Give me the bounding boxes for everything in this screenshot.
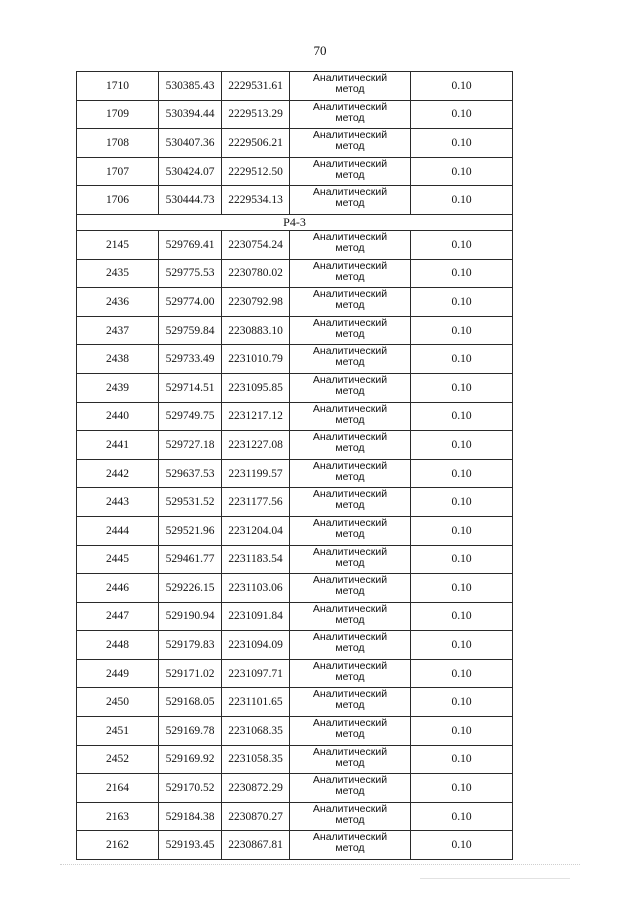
x-coordinate-cell: 529749.75 [159,402,222,431]
method-line-1: Аналитический [312,659,388,672]
method-line-1: Аналитический [312,745,388,758]
table-row [77,288,513,317]
method-cell [290,774,411,803]
x-coordinate-cell: 529171.02 [159,659,222,688]
method-line-1: Аналитический [312,688,388,701]
x-coordinate-cell: 529184.38 [159,802,222,831]
method-cell [290,129,411,158]
method-line-1: Аналитический [312,717,388,730]
table-row [77,459,513,488]
x-coordinate-cell: 529169.78 [159,717,222,746]
table-row [77,373,513,402]
y-coordinate-cell: 2231183.54 [222,545,290,574]
method-line-1: Аналитический [312,631,388,644]
method-cell [290,488,411,517]
method-line-1: Аналитический [312,488,388,501]
method-cell [290,688,411,717]
method-cell [290,745,411,774]
method-line-2: метод [335,442,365,455]
accuracy-cell: 0.10 [411,316,513,345]
method-cell [290,345,411,374]
method-line-1: Аналитический [312,345,388,358]
table-row [77,402,513,431]
accuracy-cell: 0.10 [411,831,513,860]
method-line-2: метод [335,670,365,683]
point-number-cell: 1710 [77,72,159,101]
method-line-2: метод [335,413,365,426]
x-coordinate-cell: 529637.53 [159,459,222,488]
table-row [77,516,513,545]
method-line-2: метод [335,384,365,397]
method-cell [290,100,411,129]
table-row [77,802,513,831]
table-row [77,316,513,345]
method-cell [290,574,411,603]
method-cell [290,459,411,488]
table-row [77,488,513,517]
method-line-2: метод [335,842,365,855]
accuracy-cell: 0.10 [411,100,513,129]
method-line-1: Аналитический [312,259,388,272]
table-row [77,72,513,101]
x-coordinate-cell: 530385.43 [159,72,222,101]
table-row [77,574,513,603]
y-coordinate-cell: 2231095.85 [222,373,290,402]
point-number-cell: 1708 [77,129,159,158]
point-number-cell: 2446 [77,574,159,603]
point-number-cell: 2444 [77,516,159,545]
point-number-cell: 2442 [77,459,159,488]
y-coordinate-cell: 2231068.35 [222,717,290,746]
x-coordinate-cell: 529193.45 [159,831,222,860]
table-row [77,831,513,860]
point-number-cell: 2436 [77,288,159,317]
accuracy-cell: 0.10 [411,459,513,488]
method-line-2: метод [335,168,365,181]
table-row [77,545,513,574]
accuracy-cell: 0.10 [411,129,513,158]
accuracy-cell: 0.10 [411,72,513,101]
method-line-2: метод [335,270,365,283]
method-cell [290,288,411,317]
point-number-cell: 2437 [77,316,159,345]
accuracy-cell: 0.10 [411,431,513,460]
point-number-cell: 2162 [77,831,159,860]
method-line-2: метод [335,197,365,210]
table-row [77,717,513,746]
method-cell [290,259,411,288]
method-line-1: Аналитический [312,516,388,529]
accuracy-cell: 0.10 [411,402,513,431]
accuracy-cell: 0.10 [411,602,513,631]
x-coordinate-cell: 529714.51 [159,373,222,402]
method-line-2: метод [335,613,365,626]
method-cell [290,717,411,746]
method-cell [290,516,411,545]
accuracy-cell: 0.10 [411,688,513,717]
method-line-1: Аналитический [312,100,388,113]
accuracy-cell: 0.10 [411,659,513,688]
method-line-2: метод [335,756,365,769]
method-line-2: метод [335,527,365,540]
point-number-cell: 2164 [77,774,159,803]
method-line-1: Аналитический [312,186,388,199]
y-coordinate-cell: 2231058.35 [222,745,290,774]
method-line-1: Аналитический [312,316,388,329]
method-cell [290,831,411,860]
y-coordinate-cell: 2231010.79 [222,345,290,374]
point-number-cell: 2435 [77,259,159,288]
y-coordinate-cell: 2229531.61 [222,72,290,101]
y-coordinate-cell: 2231227.08 [222,431,290,460]
method-line-2: метод [335,111,365,124]
y-coordinate-cell: 2229506.21 [222,129,290,158]
y-coordinate-cell: 2231101.65 [222,688,290,717]
table-row [77,345,513,374]
point-number-cell: 2451 [77,717,159,746]
x-coordinate-cell: 529531.52 [159,488,222,517]
method-line-1: Аналитический [312,602,388,615]
x-coordinate-cell: 529190.94 [159,602,222,631]
x-coordinate-cell: 530424.07 [159,157,222,186]
section-header: Р4-3 [77,214,513,230]
method-line-2: метод [335,728,365,741]
table-row [77,100,513,129]
method-cell [290,230,411,259]
accuracy-cell: 0.10 [411,631,513,660]
method-line-1: Аналитический [312,129,388,142]
method-line-2: метод [335,241,365,254]
x-coordinate-cell: 529769.41 [159,230,222,259]
y-coordinate-cell: 2231204.04 [222,516,290,545]
table-row [77,186,513,215]
method-line-2: метод [335,556,365,569]
method-line-2: метод [335,642,365,655]
method-line-2: метод [335,470,365,483]
method-cell [290,602,411,631]
table-row [77,230,513,259]
method-line-1: Аналитический [312,831,388,844]
method-cell [290,316,411,345]
method-line-2: метод [335,140,365,153]
point-number-cell: 2445 [77,545,159,574]
y-coordinate-cell: 2229512.50 [222,157,290,186]
accuracy-cell: 0.10 [411,488,513,517]
page-number: 70 [313,43,327,58]
accuracy-cell: 0.10 [411,259,513,288]
x-coordinate-cell: 529168.05 [159,688,222,717]
y-coordinate-cell: 2230870.27 [222,802,290,831]
method-line-1: Аналитический [312,774,388,787]
table-row [77,431,513,460]
table-row [77,688,513,717]
method-line-2: метод [335,327,365,340]
method-cell [290,402,411,431]
method-line-1: Аналитический [312,431,388,444]
method-cell [290,659,411,688]
method-line-1: Аналитический [312,459,388,472]
x-coordinate-cell: 529727.18 [159,431,222,460]
method-line-1: Аналитический [312,72,388,84]
y-coordinate-cell: 2230780.02 [222,259,290,288]
x-coordinate-cell: 530407.36 [159,129,222,158]
method-line-2: метод [335,499,365,512]
accuracy-cell: 0.10 [411,717,513,746]
point-number-cell: 1707 [77,157,159,186]
section-row [77,214,513,230]
scan-artifact-dots [60,864,580,867]
x-coordinate-cell: 530394.44 [159,100,222,129]
table-row [77,745,513,774]
y-coordinate-cell: 2230754.24 [222,230,290,259]
y-coordinate-cell: 2229534.13 [222,186,290,215]
accuracy-cell: 0.10 [411,802,513,831]
method-cell [290,545,411,574]
accuracy-cell: 0.10 [411,186,513,215]
method-line-1: Аналитический [312,157,388,170]
coordinates-table-body [77,72,513,860]
table-row [77,602,513,631]
x-coordinate-cell: 529759.84 [159,316,222,345]
point-number-cell: 1706 [77,186,159,215]
method-line-1: Аналитический [312,802,388,815]
method-line-2: метод [335,356,365,369]
point-number-cell: 2452 [77,745,159,774]
x-coordinate-cell: 529169.92 [159,745,222,774]
point-number-cell: 2439 [77,373,159,402]
method-line-2: метод [335,585,365,598]
method-cell [290,373,411,402]
method-cell [290,186,411,215]
x-coordinate-cell: 530444.73 [159,186,222,215]
accuracy-cell: 0.10 [411,288,513,317]
accuracy-cell: 0.10 [411,373,513,402]
y-coordinate-cell: 2231094.09 [222,631,290,660]
table-row [77,157,513,186]
x-coordinate-cell: 529461.77 [159,545,222,574]
accuracy-cell: 0.10 [411,545,513,574]
point-number-cell: 2450 [77,688,159,717]
method-line-2: метод [335,813,365,826]
point-number-cell: 2449 [77,659,159,688]
y-coordinate-cell: 2231103.06 [222,574,290,603]
accuracy-cell: 0.10 [411,157,513,186]
method-line-1: Аналитический [312,574,388,587]
y-coordinate-cell: 2229513.29 [222,100,290,129]
point-number-cell: 2441 [77,431,159,460]
point-number-cell: 2438 [77,345,159,374]
coordinates-table [76,71,513,860]
point-number-cell: 2440 [77,402,159,431]
method-line-1: Аналитический [312,230,388,243]
x-coordinate-cell: 529179.83 [159,631,222,660]
method-line-2: метод [335,699,365,712]
accuracy-cell: 0.10 [411,516,513,545]
method-line-2: метод [335,299,365,312]
accuracy-cell: 0.10 [411,230,513,259]
method-line-2: метод [335,83,365,95]
accuracy-cell: 0.10 [411,774,513,803]
x-coordinate-cell: 529733.49 [159,345,222,374]
method-line-1: Аналитический [312,402,388,415]
y-coordinate-cell: 2231177.56 [222,488,290,517]
method-line-1: Аналитический [312,545,388,558]
point-number-cell: 2448 [77,631,159,660]
y-coordinate-cell: 2230872.29 [222,774,290,803]
accuracy-cell: 0.10 [411,745,513,774]
table-row [77,631,513,660]
table-row [77,659,513,688]
method-cell [290,72,411,101]
method-line-1: Аналитический [312,373,388,386]
point-number-cell: 2443 [77,488,159,517]
point-number-cell: 2447 [77,602,159,631]
y-coordinate-cell: 2231199.57 [222,459,290,488]
y-coordinate-cell: 2231097.71 [222,659,290,688]
accuracy-cell: 0.10 [411,345,513,374]
method-cell [290,431,411,460]
point-number-cell: 2145 [77,230,159,259]
accuracy-cell: 0.10 [411,574,513,603]
point-number-cell: 2163 [77,802,159,831]
y-coordinate-cell: 2231217.12 [222,402,290,431]
y-coordinate-cell: 2230792.98 [222,288,290,317]
method-line-2: метод [335,785,365,798]
method-line-1: Аналитический [312,288,388,301]
point-number-cell: 1709 [77,100,159,129]
table-row [77,129,513,158]
x-coordinate-cell: 529226.15 [159,574,222,603]
method-cell [290,802,411,831]
y-coordinate-cell: 2230883.10 [222,316,290,345]
method-cell [290,631,411,660]
scan-artifact-line [420,878,570,879]
x-coordinate-cell: 529521.96 [159,516,222,545]
table-row [77,259,513,288]
x-coordinate-cell: 529170.52 [159,774,222,803]
y-coordinate-cell: 2231091.84 [222,602,290,631]
x-coordinate-cell: 529775.53 [159,259,222,288]
y-coordinate-cell: 2230867.81 [222,831,290,860]
x-coordinate-cell: 529774.00 [159,288,222,317]
method-cell [290,157,411,186]
table-row [77,774,513,803]
